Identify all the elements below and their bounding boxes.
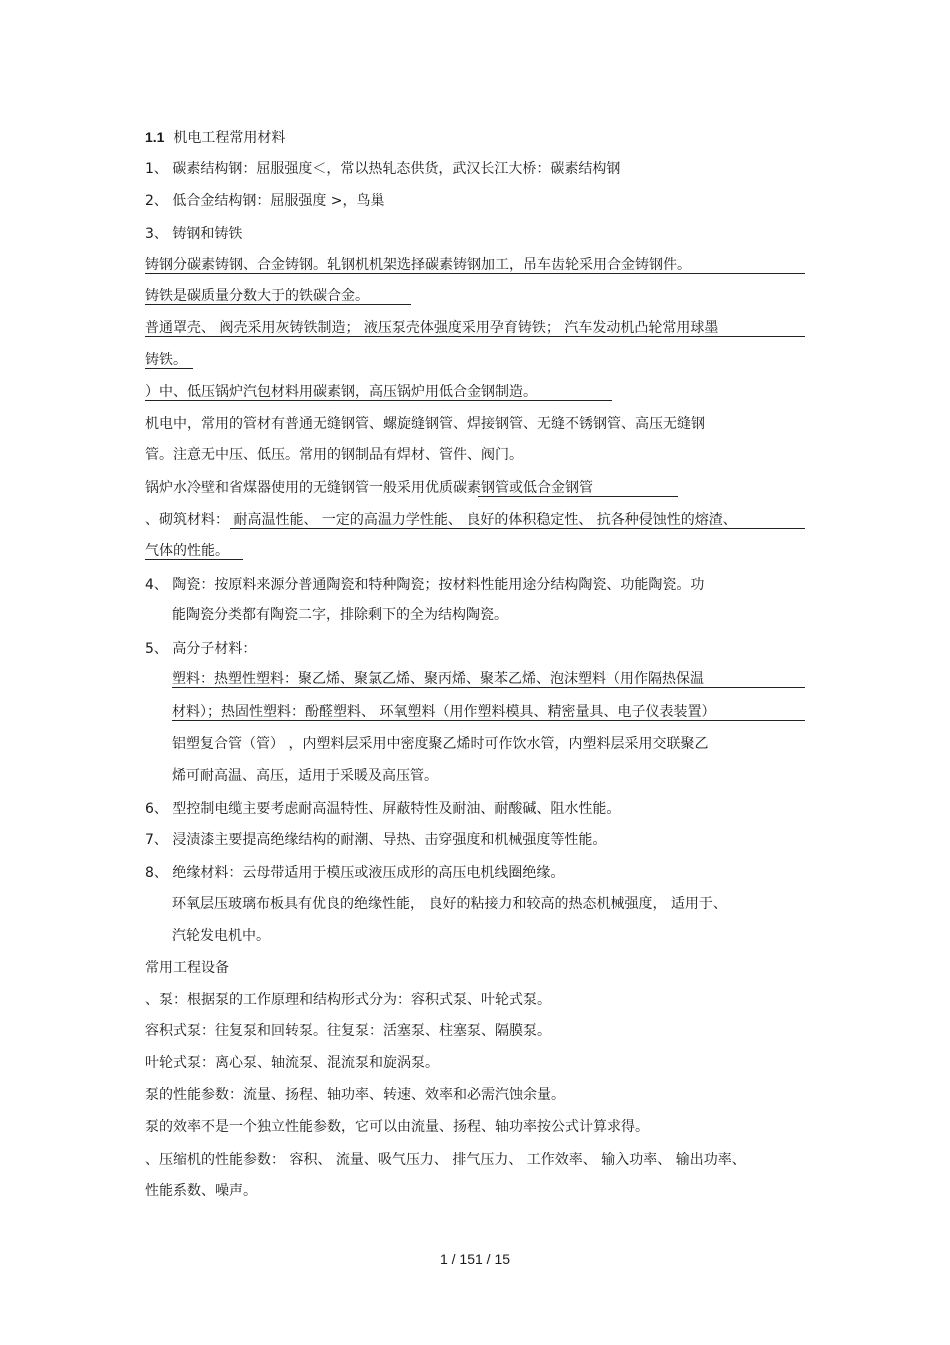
page-number: 1 / 151 / 15 — [439, 1251, 511, 1267]
text-line: 7、 浸渍漆主要提高绝缘结构的耐潮、导热、击穿强度和机械强度等性能。 — [145, 832, 607, 848]
text-line: 铸钢分碳素铸钢、合金铸钢。轧钢机机架选择碳素铸钢加工，吊车齿轮采用合金铸钢件。 — [145, 257, 691, 273]
text-line: 铸铁。 — [145, 352, 187, 368]
underline — [145, 273, 805, 274]
text-line: 2、 低合金结构钢：屈服强度 >，鸟巢 — [145, 193, 385, 209]
text-line: 烯可耐高温、高压，适用于采暖及高压管。 — [172, 768, 438, 784]
text-line: 锅炉水冷壁和省煤器使用的无缝钢管一般采用优质碳素钢管或低合金钢管 — [145, 480, 593, 496]
text-line: 泵的效率不是一个独立性能参数，它可以由流量、扬程、轴功率按公式计算求得。 — [145, 1119, 649, 1135]
text-line: 叶轮式泵：离心泵、轴流泵、混流泵和旋涡泵。 — [145, 1055, 439, 1071]
text-line: ）中、低压锅炉汽包材料用碳素钢，高压锅炉用低合金钢制造。 — [145, 384, 537, 400]
text-line: 6、 型控制电缆主要考虑耐高温特性、屏蔽特性及耐油、耐酸碱、阻水性能。 — [145, 801, 621, 817]
underline — [145, 336, 805, 337]
text-line: 塑料：热塑性塑料：聚乙烯、聚氯乙烯、聚丙烯、聚苯乙烯、泡沫塑料（用作隔热保温 — [172, 671, 704, 687]
text-line: 气体的性能。 — [145, 543, 229, 559]
text-line: 机电中，常用的管材有普通无缝钢管、螺旋缝钢管、焊接钢管、无缝不锈钢管、高压无缝钢 — [145, 416, 705, 432]
text-line: 汽轮发电机中。 — [172, 928, 270, 944]
text-line: 环氧层压玻璃布板具有优良的绝缘性能， 良好的粘接力和较高的热态机械强度， 适用于、 — [172, 896, 727, 912]
underline — [172, 720, 805, 721]
text-line: 5、 高分子材料： — [145, 641, 257, 657]
underline — [172, 687, 805, 688]
underline — [478, 496, 678, 497]
text-line: 4、 陶瓷：按原料来源分普通陶瓷和特种陶瓷；按材料性能用途分结构陶瓷、功能陶瓷。功 — [145, 577, 705, 593]
text-line: 、砌筑材料： 耐高温性能、 一定的高温力学性能、 良好的体积稳定性、 抗各种侵蚀性的熔渣、 — [145, 512, 737, 528]
underline — [145, 559, 243, 560]
text-line: 管。注意无中压、低压。常用的钢制品有焊材、管件、阀门。 — [145, 447, 523, 463]
text-line: 材料）；热固性塑料：酚醛塑料、 环氧塑料（用作塑料模具、精密量具、电子仪表装置） — [172, 704, 716, 720]
text-line: 、泵：根据泵的工作原理和结构形式分为：容积式泵、叶轮式泵。 — [145, 992, 551, 1008]
underline — [145, 400, 612, 401]
section-heading — [145, 127, 285, 148]
text-line: 1、 碳素结构钢：屈服强度＜，常以热轧态供货，武汉长江大桥：碳素结构钢 — [145, 161, 621, 177]
text-line: 泵的性能参数：流量、扬程、轴功率、转速、效率和必需汽蚀余量。 — [145, 1087, 565, 1103]
section-number: 1.1 — [145, 129, 165, 145]
text-line: 容积式泵：往复泵和回转泵。往复泵：活塞泵、柱塞泵、隔膜泵。 — [145, 1023, 551, 1039]
underline — [230, 528, 805, 529]
text-line: 性能系数、噪声。 — [145, 1183, 257, 1199]
text-line: 、压缩机的性能参数： 容积、 流量、吸气压力、 排气压力、 工作效率、 输入功率、 输出功率、 — [145, 1152, 746, 1168]
section-title: 机电工程常用材料 — [173, 130, 286, 146]
text-line: 铝塑复合管（管） ，内塑料层采用中密度聚乙烯时可作饮水管，内塑料层采用交联聚乙 — [172, 736, 709, 752]
underline — [145, 304, 411, 305]
text-line: 8、 绝缘材料：云母带适用于模压或液压成形的高压电机线圈绝缘。 — [145, 865, 565, 881]
text-line: 能陶瓷分类都有陶瓷二字，排除剩下的全为结构陶瓷。 — [172, 607, 508, 623]
text-line: 常用工程设备 — [145, 960, 229, 976]
text-line: 铸铁是碳质量分数大于的铁碳合金。 — [145, 288, 369, 304]
text-line: 普通罩壳、 阀壳采用灰铸铁制造； 液压泵壳体强度采用孕育铸铁； 汽车发动机凸轮常用球墨 — [145, 320, 719, 336]
text-line: 3、 铸钢和铸铁 — [145, 226, 243, 242]
underline — [145, 368, 193, 369]
